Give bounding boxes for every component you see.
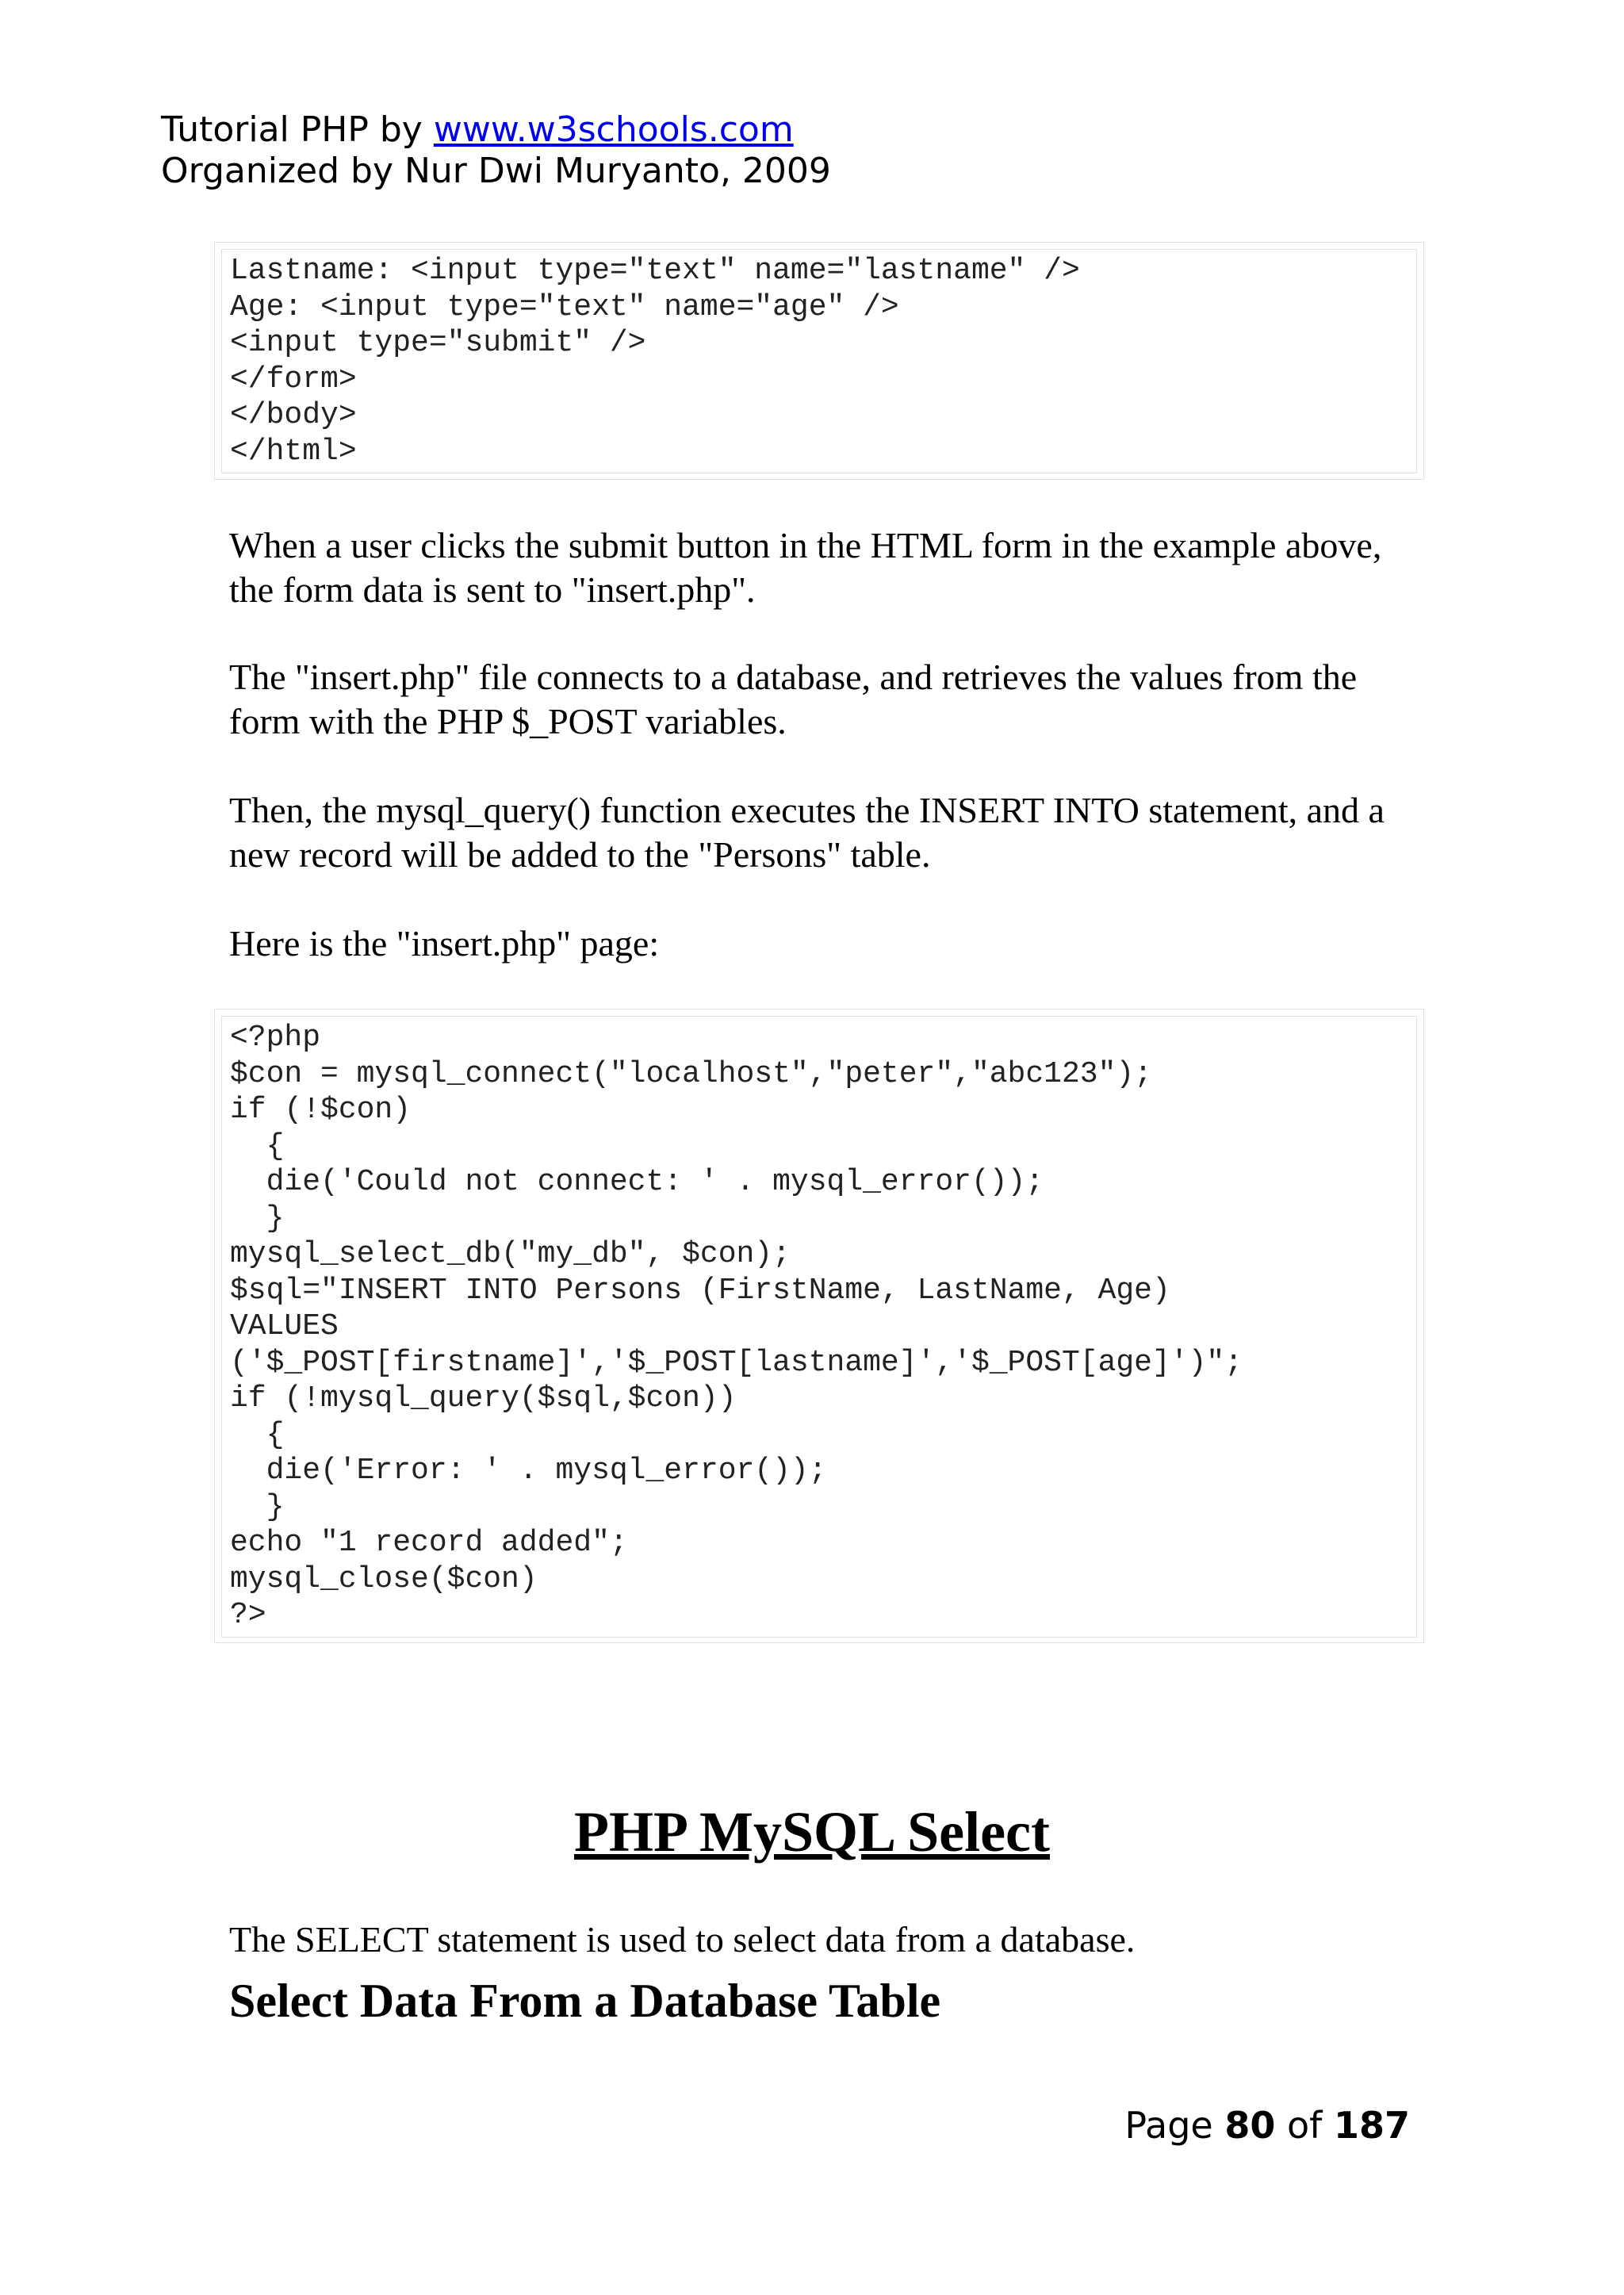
code-line: $sql="INSERT INTO Persons (FirstName, LastName, Age): [230, 1273, 1170, 1308]
code-text: [230, 253, 1408, 469]
code-block-insert-php: [214, 1009, 1424, 1643]
page-header: [161, 109, 831, 192]
code-line: die('Could not connect: ' . mysql_error());: [230, 1165, 1044, 1199]
code-line: }: [230, 1489, 285, 1524]
header-line-2: Organized by Nur Dwi Muryanto, 2009: [161, 151, 831, 191]
code-line: </form>: [230, 362, 357, 397]
code-line: <input type="submit" />: [230, 326, 646, 360]
code-line: {: [230, 1128, 285, 1163]
paragraph-select: The SELECT statement is used to select data from a database.: [229, 1919, 1136, 1960]
code-line: mysql_select_db("my_db", $con);: [230, 1237, 791, 1271]
paragraph-mysql-query: Then, the mysql_query() function executes the INSERT INTO statement, and a new record will be added to the "Persons" table.: [229, 790, 1385, 875]
w3schools-link[interactable]: www.w3schools.com: [433, 109, 794, 150]
code-line: $con = mysql_connect("localhost","peter","abc123");: [230, 1056, 1152, 1091]
page-footer: [1124, 2103, 1410, 2147]
page-number: 80: [1224, 2104, 1276, 2147]
code-block-inner: [221, 249, 1417, 473]
code-line: echo "1 record added";: [230, 1526, 628, 1560]
code-line: if (!mysql_query($sql,$con)): [230, 1381, 737, 1416]
paragraph-here-is: Here is the "insert.php" page:: [229, 923, 660, 964]
code-line: ?>: [230, 1598, 266, 1632]
subsection-title: Select Data From a Database Table: [229, 1975, 941, 2027]
code-line: </body>: [230, 398, 357, 432]
code-line: Lastname: <input type="text" name="lastname" />: [230, 254, 1080, 288]
code-line: <?php: [230, 1021, 321, 1055]
code-line: }: [230, 1201, 285, 1236]
paragraph-insert-php: The "insert.php" file connects to a database, and retrieves the values from the form with the PHP $_POST variables.: [229, 657, 1358, 741]
code-line: </html>: [230, 434, 357, 469]
code-block-form-end: [214, 242, 1424, 480]
code-line: Age: <input type="text" name="age" />: [230, 289, 899, 324]
code-text: [230, 1020, 1408, 1634]
code-block-inner: [221, 1016, 1417, 1638]
code-line: die('Error: ' . mysql_error());: [230, 1454, 827, 1488]
code-line: {: [230, 1417, 285, 1452]
header-prefix: Tutorial PHP by: [161, 109, 434, 150]
code-line: VALUES: [230, 1309, 339, 1343]
of-word: of: [1275, 2104, 1334, 2147]
header-line-1: [161, 109, 831, 151]
paragraph-submit: When a user clicks the submit button in the HTML form in the example above, the form data is sent to "insert.php".: [229, 525, 1382, 610]
code-line: ('$_POST[firstname]','$_POST[lastname]','$_POST[age]')";: [230, 1345, 1243, 1380]
code-line: mysql_close($con): [230, 1561, 538, 1596]
page-total: 187: [1333, 2104, 1410, 2147]
code-line: if (!$con): [230, 1093, 412, 1127]
section-title: PHP MySQL Select: [574, 1800, 1050, 1864]
page-word: Page: [1124, 2104, 1225, 2147]
